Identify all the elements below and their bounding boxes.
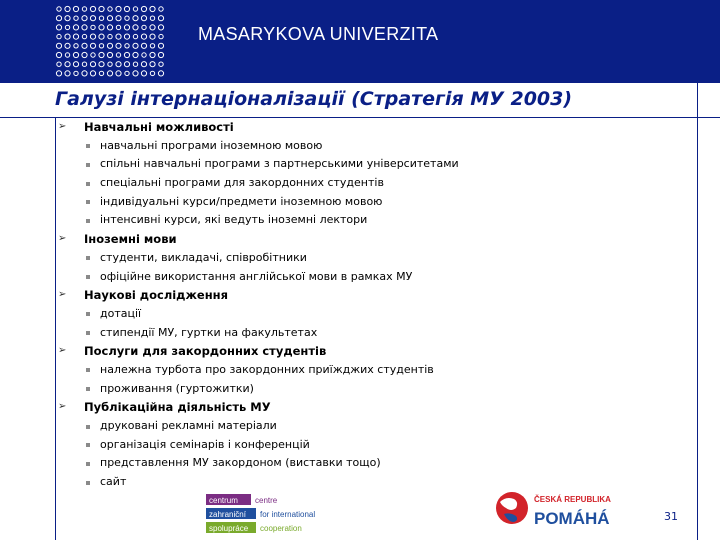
dot-grid-dot	[107, 71, 112, 76]
dot-grid-dot	[124, 6, 129, 11]
dot-grid-dot	[99, 71, 103, 75]
dot-grid-dot	[133, 71, 138, 76]
arrowhead-icon: ➢	[58, 345, 67, 357]
university-name: MASARYKOVA UNIVERZITA	[198, 24, 439, 44]
dot-grid-dot	[158, 52, 163, 57]
list-item-text: студенти, викладачі, співробітники	[100, 250, 307, 264]
dot-grid-dot	[108, 62, 112, 66]
dot-grid-dot	[116, 16, 121, 21]
dot-grid-dot	[65, 34, 70, 39]
list-item	[55, 155, 675, 174]
dot-grid-dot	[133, 34, 137, 38]
dot-grid-dot	[74, 44, 78, 48]
dot-grid-dot	[159, 62, 163, 66]
logo-text-en-2: for international	[260, 510, 316, 519]
dot-grid-dot	[159, 34, 163, 38]
arrowhead-icon: ➢	[58, 401, 67, 413]
dot-grid-dot	[65, 25, 69, 29]
square-bullet-icon	[86, 182, 90, 186]
square-bullet-icon	[86, 462, 90, 466]
arrowhead-icon: ➢	[58, 121, 67, 132]
list-item-text: проживання (гуртожитки)	[100, 381, 254, 395]
logo-text-en-3: cooperation	[260, 524, 302, 533]
dot-grid-dot	[142, 53, 146, 57]
dot-grid-dot	[82, 71, 87, 76]
dot-grid-dot	[91, 53, 95, 57]
list-item-text: індивідуальні курси/предмети іноземною мовою	[100, 194, 383, 208]
list-item-text: інтенсивні курси, які ведуть іноземні лектори	[100, 213, 368, 227]
list-item-text: організація семінарів і конференцій	[100, 437, 310, 451]
list-item-text: сайт	[100, 475, 127, 489]
dot-grid-dot	[150, 44, 154, 48]
outline-section	[55, 230, 675, 286]
dot-grid-dot	[99, 44, 103, 48]
dot-grid-dot	[159, 7, 163, 11]
dot-grid-dot	[99, 34, 104, 39]
dot-grid-dot	[125, 71, 129, 75]
dot-grid-dot	[150, 34, 155, 39]
square-bullet-icon	[86, 144, 90, 148]
list-item	[55, 268, 675, 287]
square-bullet-icon	[86, 312, 90, 316]
dot-grid-dot	[107, 43, 112, 48]
dot-grid-dot	[90, 34, 95, 39]
dot-grid-dot	[124, 52, 129, 57]
dot-grid-dot	[124, 25, 129, 30]
dot-grid-dot	[141, 43, 146, 48]
list-item-text: друковані рекламні матеріали	[100, 419, 277, 432]
arrowhead-icon: ➢	[58, 233, 67, 245]
list-item	[55, 211, 675, 230]
logo-text-cz-1: centrum	[209, 496, 238, 505]
dot-grid-dot	[125, 16, 129, 20]
dot-grid-dot	[57, 62, 61, 66]
dot-grid-dot	[116, 53, 120, 57]
dot-grid-dot	[158, 71, 163, 76]
dot-grid-dot	[91, 25, 95, 29]
dot-grid-dot	[82, 52, 87, 57]
outline-section	[55, 398, 675, 491]
dot-grid-dot	[108, 34, 112, 38]
section-heading	[55, 286, 675, 305]
logo-text-cz-3: spolupráce	[209, 524, 249, 533]
dot-grid-dot	[56, 52, 61, 57]
dot-grid-dot	[124, 34, 129, 39]
dot-grid-dot	[99, 6, 104, 11]
dot-grid-dot	[141, 71, 146, 76]
dot-grid-dot	[116, 62, 121, 67]
dot-grid-dot	[133, 7, 137, 11]
dot-grid-dot	[65, 62, 70, 67]
dot-grid-dot	[141, 34, 146, 39]
square-bullet-icon	[86, 256, 90, 260]
list-item-text: навчальні програми іноземною мовою	[100, 138, 323, 152]
header-banner	[0, 0, 720, 83]
list-item-text: офіційне використання англійської мови в рамках МУ	[100, 269, 413, 283]
list-item	[55, 137, 675, 156]
list-item	[55, 417, 675, 436]
list-item	[55, 324, 675, 343]
dot-grid-dot	[158, 16, 163, 21]
list-item-text: стипендії МУ, гуртки на факультетах	[100, 325, 318, 339]
dot-grid-dot	[99, 62, 104, 67]
dot-grid-dot	[107, 52, 112, 57]
dot-grid-logo	[55, 4, 170, 80]
square-bullet-icon	[86, 481, 90, 485]
logo-right-line2: POMÁHÁ	[534, 509, 610, 528]
section-heading-text: Навчальні можливості	[84, 120, 234, 134]
dot-grid-dot	[73, 25, 78, 30]
dot-grid-dot	[65, 43, 70, 48]
list-item	[55, 473, 675, 492]
dot-grid-dot	[124, 62, 129, 67]
dot-grid-dot	[107, 16, 112, 21]
square-bullet-icon	[86, 200, 90, 204]
dot-grid-dot	[141, 62, 146, 67]
dot-grid-dot	[65, 16, 70, 21]
dot-grid-dot	[99, 16, 103, 20]
list-item-text: спільні навчальні програми з партнерськими університетами	[100, 157, 459, 171]
list-item	[55, 361, 675, 380]
square-bullet-icon	[86, 331, 90, 335]
section-heading	[55, 342, 675, 361]
dot-grid-dot	[57, 34, 61, 38]
dot-grid-dot	[90, 62, 95, 67]
dot-grid-dot	[133, 43, 138, 48]
dot-grid-dot	[56, 25, 61, 30]
dot-grid-dot	[116, 25, 120, 29]
dot-grid-dot	[150, 52, 155, 57]
dot-grid-dot	[82, 43, 87, 48]
centre-international-cooperation-logo	[206, 494, 346, 534]
logo-text-en-1: centre	[255, 496, 278, 505]
arrowhead-icon: ➢	[58, 289, 67, 301]
dot-grid-dot	[107, 25, 112, 30]
section-heading-text: Публікаційна діяльність МУ	[84, 400, 271, 415]
slide-content	[55, 118, 675, 492]
logo-text-cz-2: zahraniční	[209, 510, 246, 519]
dot-grid-dot	[73, 6, 78, 11]
dot-grid-dot	[90, 6, 95, 11]
dot-grid-dot	[65, 53, 69, 57]
dot-grid-dot	[150, 6, 155, 11]
slide-title: Галузі інтернаціоналізації (Стратегія МУ 2003)	[55, 88, 573, 110]
dot-grid-dot	[133, 62, 137, 66]
dot-grid-dot	[150, 16, 154, 20]
square-bullet-icon	[86, 163, 90, 167]
dot-grid-dot	[90, 16, 95, 21]
square-bullet-icon	[86, 275, 90, 279]
list-item-text: спеціальні програми для закордонних студентів	[100, 176, 384, 190]
dot-grid-dot	[90, 71, 95, 76]
dot-grid-dot	[82, 62, 86, 66]
dot-grid-dot	[141, 6, 146, 11]
list-item	[55, 305, 675, 324]
dot-grid-dot	[82, 34, 86, 38]
dot-grid-dot	[108, 7, 112, 11]
dot-grid-dot	[141, 16, 146, 21]
square-bullet-icon	[86, 387, 90, 391]
section-heading	[55, 230, 675, 249]
dot-grid-dot	[74, 16, 78, 20]
list-item	[55, 436, 675, 455]
list-item	[55, 193, 675, 212]
outline-section	[55, 286, 675, 342]
dot-grid-dot	[142, 25, 146, 29]
dot-grid-dot	[158, 43, 163, 48]
dot-grid-dot	[116, 71, 121, 76]
list-item-text: представлення МУ закордоном (виставки тощо)	[100, 456, 381, 470]
dot-grid-dot	[158, 25, 163, 30]
outline-section	[55, 342, 675, 398]
dot-grid-dot	[73, 52, 78, 57]
square-bullet-icon	[86, 368, 90, 372]
dot-grid-dot	[82, 25, 87, 30]
dot-grid-dot	[150, 25, 155, 30]
dot-grid-dot	[57, 7, 61, 11]
dot-grid-dot	[90, 43, 95, 48]
list-item	[55, 454, 675, 473]
dot-grid-dot	[133, 25, 138, 30]
page-number: 31	[664, 510, 678, 523]
czech-republic-helps-logo	[492, 490, 632, 530]
square-bullet-icon	[86, 443, 90, 447]
dot-grid-dot	[65, 71, 70, 76]
dot-grid-dot	[73, 62, 78, 67]
dot-grid-dot	[56, 16, 61, 21]
dot-grid-dot	[56, 71, 61, 76]
outline-section	[55, 118, 675, 230]
list-item	[55, 249, 675, 268]
section-heading-text: Іноземні мови	[84, 232, 177, 247]
dot-grid-dot	[116, 6, 121, 11]
dot-grid-dot	[133, 52, 138, 57]
dot-grid-dot	[116, 43, 121, 48]
dot-grid-dot	[150, 71, 154, 75]
dot-grid-dot	[99, 52, 104, 57]
dot-grid-dot	[133, 16, 138, 21]
section-heading-text: Послуги для закордонних студентів	[84, 344, 327, 359]
section-heading	[55, 398, 675, 417]
dot-grid-dot	[125, 44, 129, 48]
dot-grid-dot	[82, 16, 87, 21]
section-heading	[55, 118, 675, 137]
dot-grid-dot	[73, 34, 78, 39]
square-bullet-icon	[86, 425, 90, 429]
list-item-text: належна турбота про закордонних приїжджих студентів	[100, 362, 434, 376]
dot-grid-dot	[150, 62, 155, 67]
dot-grid-dot	[74, 71, 78, 75]
logo-right-line1: ČESKÁ REPUBLIKA	[534, 495, 611, 504]
dot-grid-dot	[56, 43, 61, 48]
list-item-text: дотації	[100, 306, 142, 320]
list-item	[55, 174, 675, 193]
dot-grid-dot	[82, 7, 86, 11]
dot-grid-dot	[65, 6, 70, 11]
dot-grid-dot	[99, 25, 104, 30]
list-item	[55, 380, 675, 399]
square-bullet-icon	[86, 219, 90, 223]
right-divider	[697, 83, 698, 540]
section-heading-text: Наукові дослідження	[84, 288, 228, 303]
dot-grid-dot	[116, 34, 121, 39]
